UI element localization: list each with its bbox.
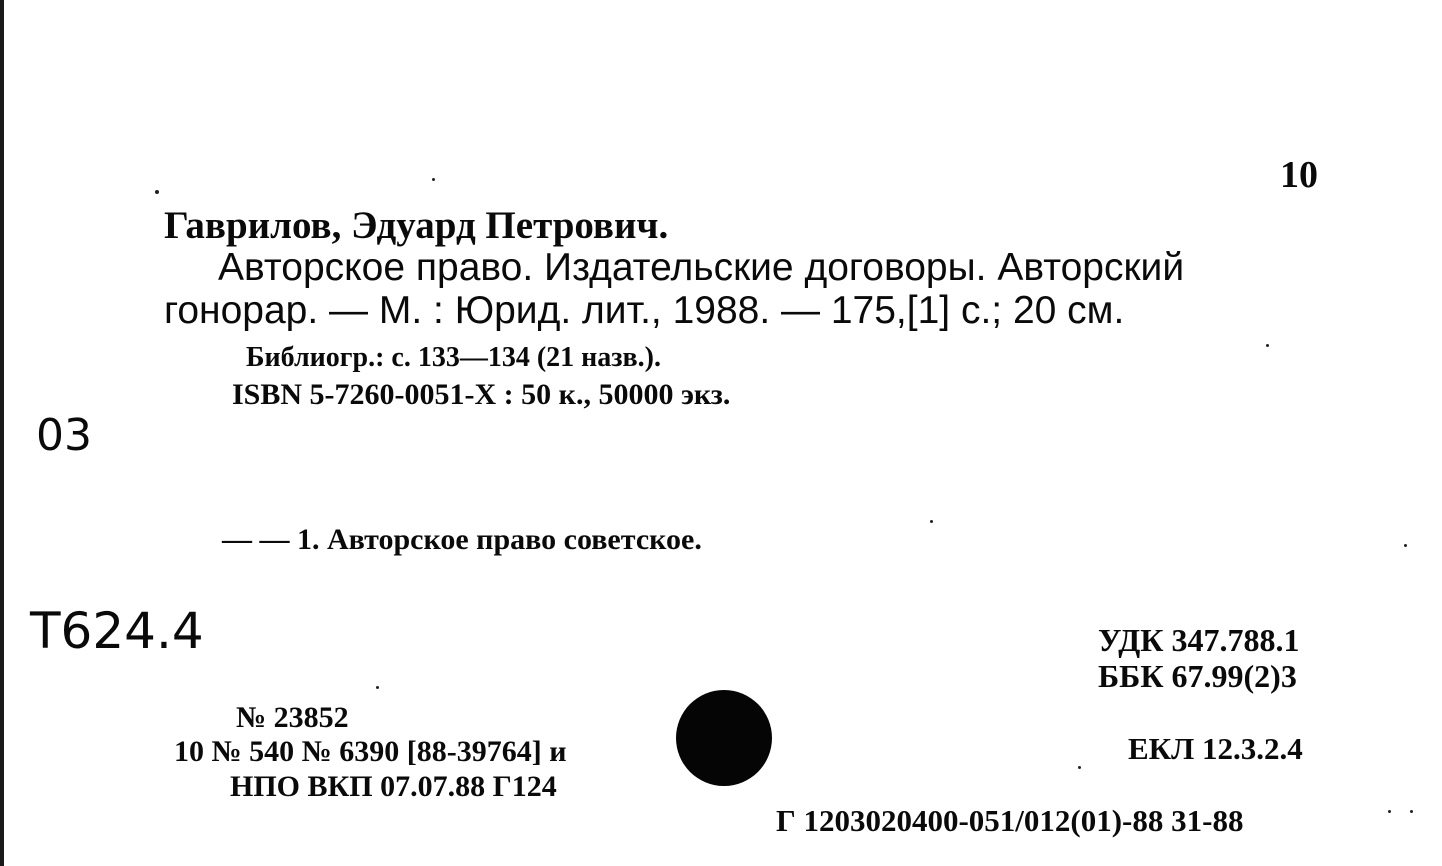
speck — [1078, 766, 1081, 769]
card-left-edge — [0, 0, 4, 866]
speck — [155, 190, 159, 194]
author-heading: Гаврилов, Эдуард Петрович. — [164, 204, 669, 247]
speck — [376, 686, 379, 689]
printer-line: НПО ВКП 07.07.88 Г124 — [230, 770, 557, 803]
order-number: № 23852 — [236, 701, 349, 734]
speck — [432, 178, 435, 181]
handwritten-shelfmark: Т624.4 — [30, 602, 204, 660]
card-number: 10 — [1280, 154, 1318, 196]
registry-line: 10 № 540 № 6390 [88-39764] и — [174, 735, 567, 768]
speck — [1404, 544, 1407, 547]
udk-code: УДК 347.788.1 — [1098, 622, 1300, 658]
speck — [930, 520, 933, 523]
title-line-2: гонорар. — М. : Юрид. лит., 1988. — 175,[1] с.; 20 см. — [164, 289, 1125, 332]
bbk-code: ББК 67.99(2)3 — [1098, 658, 1297, 694]
punch-hole — [676, 690, 772, 786]
ekl-code: ЕКЛ 12.3.2.4 — [1128, 731, 1303, 766]
speck — [1388, 810, 1391, 813]
isbn-price-note: ISBN 5-7260-0051-X : 50 к., 50000 экз. — [232, 378, 731, 411]
speck — [1410, 810, 1413, 813]
speck — [1266, 344, 1269, 347]
classification-code-line: Г 1203020400-051/012(01)-88 31-88 — [776, 803, 1244, 838]
title-line-1: Авторское право. Издательские договоры. Авторский — [218, 246, 1185, 289]
subject-heading: — — 1. Авторское право советское. — [222, 523, 702, 556]
bibliography-note: Библиогр.: с. 133—134 (21 назв.). — [246, 342, 661, 373]
handwritten-mark: 03 — [36, 410, 92, 461]
